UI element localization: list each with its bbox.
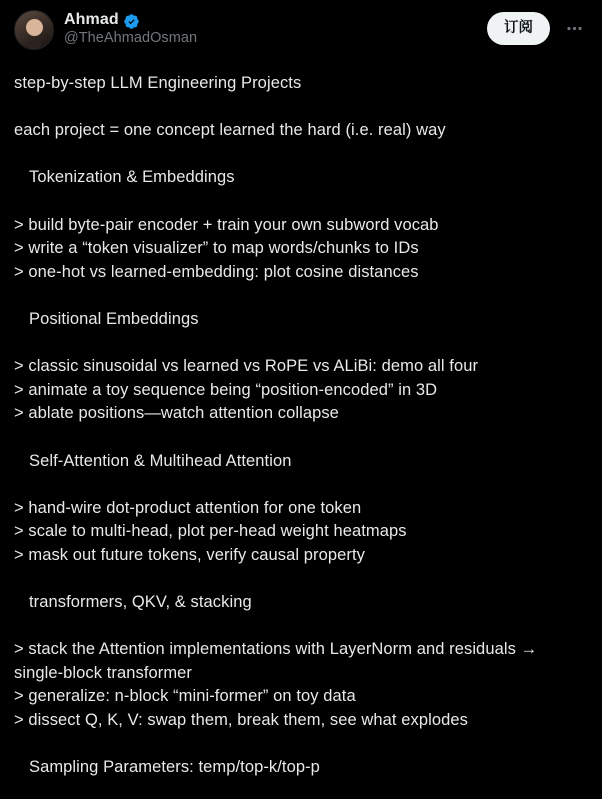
section-heading: Tokenization & Embeddings — [29, 168, 235, 187]
post-body — [14, 72, 588, 780]
subscribe-button[interactable]: 订阅 — [487, 12, 550, 45]
post-text-line: each project = one concept learned the hard (i.e. real) way — [14, 121, 446, 140]
post-text-line: > dissect Q, K, V: swap them, break them, see what explodes — [14, 711, 468, 730]
text-blank-line — [14, 96, 588, 120]
post-text-line: > scale to multi-head, plot per-head weight heatmaps — [14, 522, 407, 541]
post-text-line: step-by-step LLM Engineering Projects — [14, 74, 302, 92]
post-actions — [487, 10, 588, 45]
author-handle[interactable]: @TheAhmadOsman — [64, 30, 198, 46]
text-blank-line — [14, 284, 588, 308]
author-display-name[interactable]: Ahmad — [64, 11, 119, 28]
text-blank-line — [14, 332, 588, 356]
text-blank-line — [14, 473, 588, 497]
post-text-line: > build byte-pair encoder + train your own subword vocab — [14, 215, 439, 234]
text-blank-line — [14, 567, 588, 591]
text-blank-line — [14, 615, 588, 639]
post-text-line: > ablate positions—watch attention collapse — [14, 404, 339, 423]
post-text-line: > hand-wire dot-product attention for one token — [14, 498, 362, 517]
text-blank-line — [14, 190, 588, 214]
post-text-line: > mask out future tokens, verify causal property — [14, 545, 365, 564]
author-name-line — [64, 11, 477, 29]
more-options-icon[interactable] — [560, 15, 588, 43]
verified-badge-icon — [123, 13, 140, 30]
post-text-line: > write a “token visualizer” to map words/chunks to IDs — [14, 239, 419, 258]
text-blank-line — [14, 733, 588, 757]
post-text-line: > animate a toy sequence being “position-encoded” in 3D — [14, 380, 438, 399]
post-text-line: > one-hot vs learned-embedding: plot cosine distances — [14, 262, 419, 281]
post-text-line: > classic sinusoidal vs learned vs RoPE vs ALiBi: demo all four — [14, 357, 479, 376]
avatar[interactable] — [14, 10, 54, 50]
author-info — [64, 10, 477, 46]
post-text-line: > stack the Attention implementations with LayerNorm and residuals → single-block transformer — [14, 640, 542, 682]
section-heading: transformers, QKV, & stacking — [29, 593, 252, 612]
section-heading: Sampling Parameters: temp/top-k/top-p — [29, 758, 320, 777]
section-heading: Positional Embeddings — [29, 309, 199, 328]
text-blank-line — [14, 426, 588, 450]
post-header — [14, 10, 588, 62]
post-text-line: > generalize: n-block “mini-former” on toy data — [14, 687, 356, 706]
text-blank-line — [14, 143, 588, 167]
section-heading: Self-Attention & Multihead Attention — [29, 451, 292, 470]
